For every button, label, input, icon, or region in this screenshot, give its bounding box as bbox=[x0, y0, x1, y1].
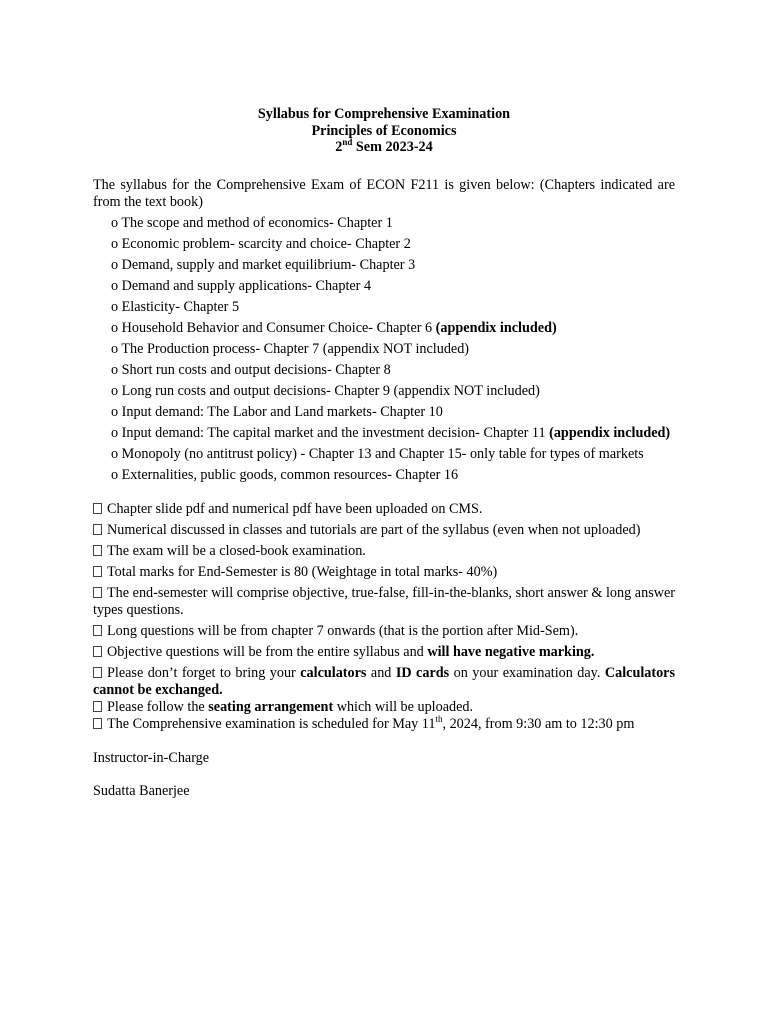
note-text: Long questions will be from chapter 7 onwards (that is the portion after Mid-Sem). bbox=[107, 622, 579, 639]
document-header bbox=[93, 106, 675, 156]
note-emphasis: calculators bbox=[300, 664, 367, 681]
note-text: Chapter slide pdf and numerical pdf have been uploaded on CMS. bbox=[107, 500, 483, 517]
bullet-icon: o bbox=[111, 361, 119, 378]
chapter-item bbox=[111, 383, 675, 400]
checkbox-glyph-icon bbox=[93, 701, 102, 712]
instructor-name: Sudatta Banerjee bbox=[93, 782, 190, 799]
note-item bbox=[93, 623, 675, 640]
chapter-text: Demand and supply applications- Chapter 4 bbox=[121, 277, 372, 294]
chapter-item bbox=[111, 299, 675, 316]
note-item bbox=[93, 699, 675, 716]
note-text: The exam will be a closed-book examination. bbox=[107, 542, 366, 559]
note-text: Objective questions will be from the entire syllabus and bbox=[107, 643, 428, 660]
note-item bbox=[93, 564, 675, 581]
note-text: which will be uploaded. bbox=[333, 698, 474, 715]
signature-block bbox=[93, 750, 675, 800]
chapter-item bbox=[111, 467, 675, 484]
chapter-item bbox=[111, 446, 675, 463]
document-page bbox=[93, 106, 675, 816]
chapter-emphasis: (appendix included) bbox=[549, 424, 671, 441]
bullet-icon: o bbox=[111, 466, 119, 483]
chapter-text: Household Behavior and Consumer Choice- Chapter 6 bbox=[121, 319, 436, 336]
note-item bbox=[93, 543, 675, 560]
bullet-icon: o bbox=[111, 403, 119, 420]
course-title: Principles of Economics bbox=[311, 122, 457, 139]
checkbox-glyph-icon bbox=[93, 718, 102, 729]
note-item bbox=[93, 522, 675, 539]
chapter-text: Externalities, public goods, common resources- Chapter 16 bbox=[121, 466, 459, 483]
chapter-text: Economic problem- scarcity and choice- Chapter 2 bbox=[121, 235, 411, 252]
chapter-text: Long run costs and output decisions- Chapter 9 (appendix NOT included) bbox=[121, 382, 540, 399]
note-text: Numerical discussed in classes and tutorials are part of the syllabus (even when not uploaded) bbox=[107, 521, 641, 538]
bullet-icon: o bbox=[111, 319, 119, 336]
checkbox-glyph-icon bbox=[93, 524, 102, 535]
checkbox-glyph-icon bbox=[93, 667, 102, 678]
chapter-item bbox=[111, 404, 675, 421]
chapter-item bbox=[111, 425, 675, 442]
note-text: The Comprehensive examination is scheduled for May 11 bbox=[107, 715, 436, 732]
checkbox-glyph-icon bbox=[93, 503, 102, 514]
chapter-item bbox=[111, 341, 675, 358]
chapter-item bbox=[111, 320, 675, 337]
chapter-text: Short run costs and output decisions- Chapter 8 bbox=[121, 361, 391, 378]
bullet-icon: o bbox=[111, 382, 119, 399]
chapter-text: The scope and method of economics- Chapter 1 bbox=[121, 214, 393, 231]
chapter-text: Demand, supply and market equilibrium- Chapter 3 bbox=[121, 256, 416, 273]
chapter-text: Monopoly (no antitrust policy) - Chapter 13 and Chapter 15- only table for types of markets bbox=[121, 445, 644, 462]
semester-number: 2 bbox=[335, 139, 343, 155]
chapter-text: Input demand: The capital market and the investment decision- Chapter 11 bbox=[121, 424, 550, 441]
chapter-text: The Production process- Chapter 7 (appendix NOT included) bbox=[121, 340, 470, 357]
note-text: Please follow the bbox=[107, 698, 209, 715]
chapter-item bbox=[111, 257, 675, 274]
note-item bbox=[93, 585, 675, 619]
checkbox-glyph-icon bbox=[93, 625, 102, 636]
bullet-icon: o bbox=[111, 214, 119, 231]
checkbox-glyph-icon bbox=[93, 545, 102, 556]
note-text: The end-semester will comprise objective, true-false, fill-in-the-blanks, short answer & long answer types questions. bbox=[93, 584, 675, 618]
checkbox-glyph-icon bbox=[93, 646, 102, 657]
chapter-item bbox=[111, 278, 675, 295]
note-item bbox=[93, 665, 675, 699]
note-item bbox=[93, 644, 675, 661]
bullet-icon: o bbox=[111, 340, 119, 357]
semester-suffix: nd bbox=[342, 137, 353, 147]
note-emphasis: ID cards bbox=[395, 664, 450, 681]
date-suffix: th bbox=[435, 713, 443, 724]
bullet-icon: o bbox=[111, 277, 119, 294]
chapter-item bbox=[111, 362, 675, 379]
bullet-icon: o bbox=[111, 298, 119, 315]
chapter-item bbox=[111, 236, 675, 253]
bullet-icon: o bbox=[111, 445, 119, 462]
note-text: Total marks for End-Semester is 80 (Weightage in total marks- 40%) bbox=[107, 563, 498, 580]
note-emphasis: seating arrangement bbox=[208, 698, 334, 715]
bullet-icon: o bbox=[111, 235, 119, 252]
checkbox-glyph-icon bbox=[93, 587, 102, 598]
bullet-icon: o bbox=[111, 256, 119, 273]
note-emphasis: will have negative marking. bbox=[427, 643, 595, 660]
checkbox-glyph-icon bbox=[93, 566, 102, 577]
notes-list bbox=[93, 501, 675, 733]
document-title: Syllabus for Comprehensive Examination bbox=[257, 106, 511, 122]
note-item bbox=[93, 713, 675, 733]
chapter-text: Elasticity- Chapter 5 bbox=[121, 298, 240, 315]
bullet-icon: o bbox=[111, 424, 119, 441]
chapter-text: Input demand: The Labor and Land markets- Chapter 10 bbox=[121, 403, 443, 420]
note-text: , 2024, from 9:30 am to 12:30 pm bbox=[442, 715, 635, 732]
note-text: on your examination day. bbox=[449, 664, 605, 681]
chapter-list bbox=[93, 215, 675, 484]
instructor-role: Instructor-in-Charge bbox=[93, 749, 210, 766]
note-text: and bbox=[366, 664, 396, 681]
chapter-item bbox=[111, 215, 675, 232]
chapter-emphasis: (appendix included) bbox=[435, 319, 557, 336]
intro-paragraph: The syllabus for the Comprehensive Exam of ECON F211 is given below: (Chapters indicated are from the text book) bbox=[93, 176, 675, 210]
note-emphasis: Calculators cannot be exchanged. bbox=[93, 664, 676, 698]
note-text: Please don’t forget to bring your bbox=[107, 664, 301, 681]
semester-line bbox=[93, 139, 675, 156]
note-item bbox=[93, 501, 675, 518]
semester-rest: Sem 2023-24 bbox=[352, 139, 433, 155]
